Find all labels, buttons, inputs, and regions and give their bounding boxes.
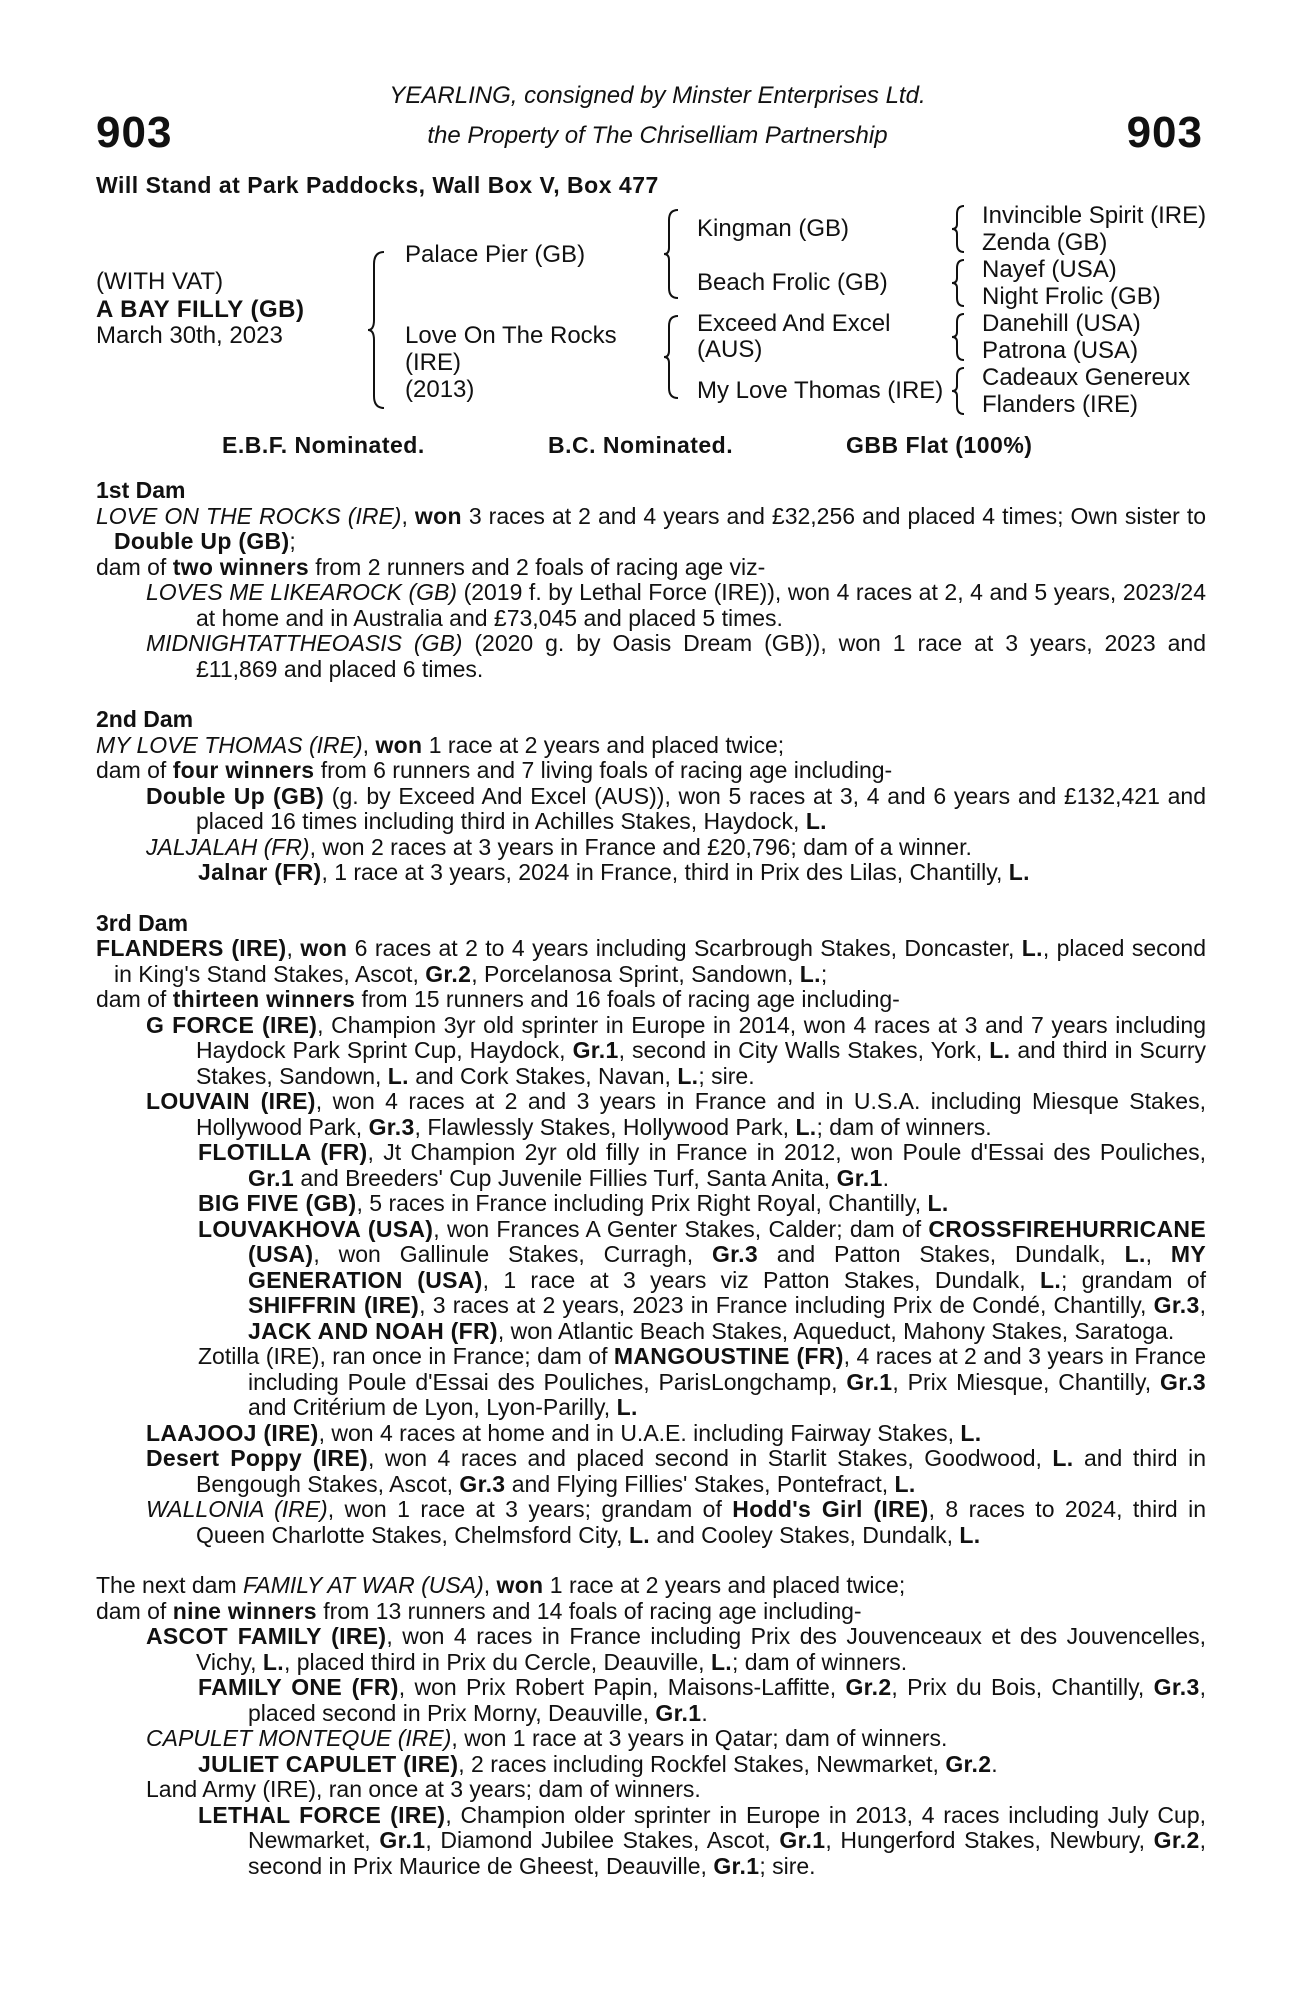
produce-desert-poppy: Desert Poppy (IRE), won 4 races and placed second in Starlit Stakes, Goodwood, L. and third in Bengough Stakes, Ascot, Gr.3 and Flying Fillies' Stakes, Pontefract, L.	[146, 1445, 1206, 1497]
produce-g-force: G FORCE (IRE), Champion 3yr old sprinter in Europe in 2014, won 4 races at 3 and 7 years including Haydock Park Sprint Cup, Haydock, Gr.1, second in City Walls Stakes, York, L. and third in Scurry Stakes, Sandown, L. and Cork Stakes, Navan, L.; sire.	[146, 1011, 1206, 1089]
sss: Invincible Spirit (IRE)	[982, 202, 1207, 229]
produce-jaljalah: JALJALAH (FR), won 2 races at 3 years in France and £20,796; dam of a winner.	[146, 833, 972, 860]
produce-jalnar: Jalnar (FR), 1 race at 3 years, 2024 in France, third in Prix des Lilas, Chantilly, L.	[198, 859, 1030, 885]
sdd: Night Frolic (GB)	[982, 283, 1161, 310]
first-dam-heading: 1st Dam	[96, 477, 186, 503]
dam-sire-country: (AUS)	[697, 336, 763, 363]
dam-dam: My Love Thomas (IRE)	[697, 377, 944, 404]
fourth-dam-produce: dam of nine winners from 13 runners and 14 foals of racing age including-	[96, 1597, 862, 1624]
pedigree-brace-dd	[952, 366, 966, 416]
produce-loves-me-likearock: LOVES ME LIKEAROCK (GB) (2019 f. by Lethal Force (IRE)), won 4 races at 2, 4 and 5 years, 2023/24 at home and in Australia and £73,045 and placed 5 times.	[146, 579, 1206, 631]
bc-nomination: B.C. Nominated.	[548, 432, 734, 458]
produce-lethal-force: LETHAL FORCE (IRE), Champion older sprinter in Europe in 2013, 4 races including July Cup, Newmarket, Gr.1, Diamond Jubilee Stakes, Ascot, Gr.1, Hungerford Stakes, Newbury, Gr.2, second in Prix Maurice de Gheest, Deauville, Gr.1; sire.	[198, 1801, 1207, 1879]
gbb-flat: GBB Flat (100%)	[846, 432, 1033, 458]
pedigree-brace-gen1	[368, 250, 388, 410]
lot-number-right: 903	[1126, 108, 1203, 157]
second-dam-heading: 2nd Dam	[96, 706, 194, 732]
produce-flotilla: FLOTILLA (FR), Jt Champion 2yr old filly in France in 2012, won Poule d'Essai des Pouliches, Gr.1 and Breeders' Cup Juvenile Fillies Turf, Santa Anita, Gr.1.	[198, 1139, 1206, 1191]
second-dam-entry: MY LOVE THOMAS (IRE), won 1 race at 2 years and placed twice;	[96, 731, 785, 758]
ssd: Zenda (GB)	[982, 229, 1108, 256]
fourth-dam-entry: The next dam FAMILY AT WAR (USA), won 1 race at 2 years and placed twice;	[96, 1572, 906, 1598]
sds: Nayef (USA)	[982, 256, 1117, 283]
produce-double-up: Double Up (GB) (g. by Exceed And Excel (AUS)), won 5 races at 3, 4 and 6 years and £132,421 and placed 16 times including third in Achilles Stakes, Haydock, L.	[146, 782, 1206, 834]
pedigree-brace-dam	[664, 314, 680, 400]
produce-louvakhova: LOUVAKHOVA (USA), won Frances A Genter Stakes, Calder; dam of CROSSFIREHURRICANE (USA), won Gallinule Stakes, Curragh, Gr.3 and Patton Stakes, Dundalk, L., MY GENERATION (USA), 1 race at 3 years viz Patton Stakes, Dundalk, L.; grandam of SHIFFRIN (IRE), 3 races at 2 years, 2023 in France including Prix de Condé, Chantilly, Gr.3, JACK AND NOAH (FR), won Atlantic Beach Stakes, Aqueduct, Mahony Stakes, Saratoga.	[198, 1215, 1207, 1344]
vat-note: (WITH VAT)	[96, 268, 224, 295]
dss: Danehill (USA)	[982, 310, 1141, 337]
dam-year: (2013)	[405, 376, 475, 403]
dds: Cadeaux Genereux	[982, 364, 1191, 391]
third-dam-entry: FLANDERS (IRE), won 6 races at 2 to 4 years including Scarbrough Stakes, Doncaster, L., placed second in King's Stand Stakes, Ascot, Gr.2, Porcelanosa Sprint, Sandown, L.;	[96, 935, 1206, 987]
dsd: Patrona (USA)	[982, 337, 1139, 364]
pedigree-brace-sire	[664, 208, 680, 300]
second-dam-produce: dam of four winners from 6 runners and 7 living foals of racing age including-	[96, 757, 893, 783]
property-line: the Property of The Chriselliam Partnership	[427, 122, 888, 149]
produce-louvain: LOUVAIN (IRE), won 4 races at 2 and 3 years in France and in U.S.A. including Miesque Stakes, Hollywood Park, Gr.3, Flawlessly Stakes, Hollywood Park, L.; dam of winners.	[146, 1088, 1206, 1140]
produce-juliet-capulet: JULIET CAPULET (IRE), 2 races including Rockfel Stakes, Newmarket, Gr.2.	[198, 1750, 998, 1777]
third-dam-heading: 3rd Dam	[96, 909, 189, 936]
consignor-line: YEARLING, consigned by Minster Enterprises Ltd.	[389, 82, 926, 109]
sire-sire: Kingman (GB)	[697, 215, 850, 242]
produce-capulet-monteque: CAPULET MONTEQUE (IRE), won 1 race at 3 years in Qatar; dam of winners.	[146, 1725, 948, 1751]
sire: Palace Pier (GB)	[405, 241, 586, 268]
produce-laajooj: LAAJOOJ (IRE), won 4 races at home and in U.A.E. including Fairway Stakes, L.	[146, 1419, 982, 1446]
sire-dam: Beach Frolic (GB)	[697, 269, 888, 296]
produce-wallonia: WALLONIA (IRE), won 1 race at 3 years; grandam of Hodd's Girl (IRE), 8 races to 2024, third in Queen Charlotte Stakes, Chelmsford City, L. and Cooley Stakes, Dundalk, L.	[146, 1496, 1206, 1548]
dam-sire: Exceed And Excel	[697, 310, 891, 337]
first-dam-produce: dam of two winners from 2 runners and 2 foals of racing age viz-	[96, 553, 766, 580]
produce-big-five: BIG FIVE (GB), 5 races in France including Prix Right Royal, Chantilly, L.	[198, 1190, 949, 1216]
produce-zotilla: Zotilla (IRE), ran once in France; dam of MANGOUSTINE (FR), 4 races at 2 and 3 years in France including Poule d'Essai des Pouliches, ParisLongchamp, Gr.1, Prix Miesque, Chantilly, Gr.3 and Critérium de Lyon, Lyon-Parilly, L.	[198, 1343, 1206, 1420]
dam: Love On The Rocks	[405, 322, 617, 349]
lot-number-left: 903	[96, 108, 173, 157]
stand-location: Will Stand at Park Paddocks, Wall Box V, Box 477	[96, 172, 659, 198]
produce-family-one: FAMILY ONE (FR), won Prix Robert Papin, Maisons-Laffitte, Gr.2, Prix du Bois, Chantilly, Gr.3, placed second in Prix Morny, Deauville, Gr.1.	[198, 1674, 1206, 1726]
subject-dob: March 30th, 2023	[96, 322, 283, 349]
third-dam-produce: dam of thirteen winners from 15 runners and 16 foals of racing age including-	[96, 986, 900, 1012]
subject-name: A BAY FILLY (GB)	[96, 296, 305, 323]
ddd: Flanders (IRE)	[982, 391, 1139, 418]
produce-land-army: Land Army (IRE), ran once at 3 years; dam of winners.	[146, 1776, 701, 1802]
pedigree-brace-ds	[952, 312, 966, 362]
catalogue-text	[96, 478, 1206, 1879]
dam-country: (IRE)	[405, 349, 461, 376]
ebf-nomination: E.B.F. Nominated.	[222, 432, 425, 458]
produce-ascot-family: ASCOT FAMILY (IRE), won 4 races in France including Prix des Jouvenceaux et des Jouvencelles, Vichy, L., placed third in Prix du Cercle, Deauville, L.; dam of winners.	[146, 1623, 1206, 1675]
first-dam-entry: LOVE ON THE ROCKS (IRE), won 3 races at 2 and 4 years and £32,256 and placed 4 times; Own sister to Double Up (GB);	[96, 502, 1207, 554]
produce-midnightattheoasis: MIDNIGHTATTHEOASIS (GB) (2020 g. by Oasis Dream (GB)), won 1 race at 3 years, 2023 and £11,869 and placed 6 times.	[146, 630, 1206, 682]
pedigree-brace-sd	[952, 258, 966, 308]
pedigree-brace-ss	[952, 204, 966, 254]
